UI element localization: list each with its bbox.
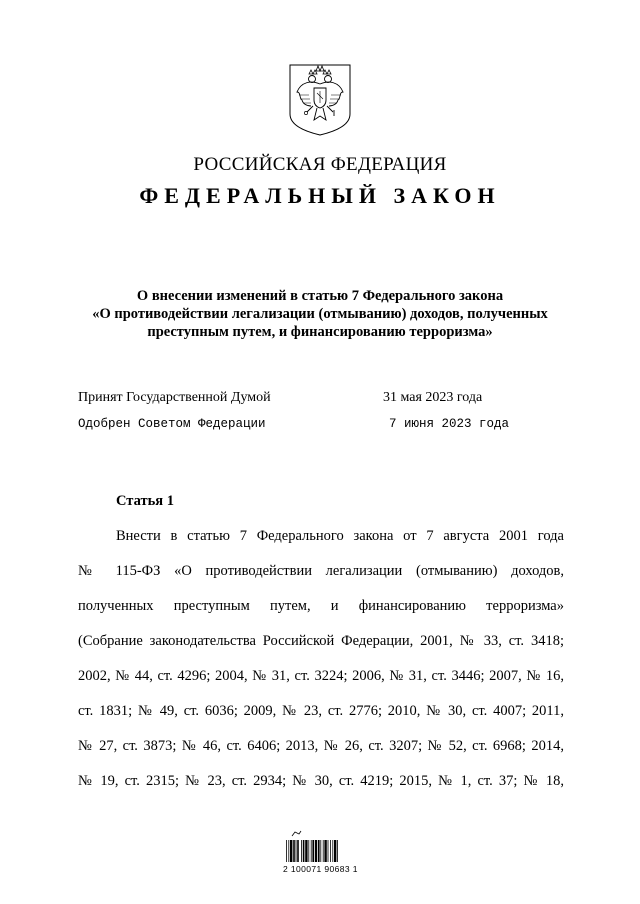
article-text-line: 2002, № 44, ст. 4296; 2004, № 31, ст. 3224; 2006, № 31, ст. 3446; 2007, № 16, [78, 668, 564, 684]
barcode-bar [286, 840, 287, 862]
article-text-line: Внести в статью 7 Федерального закона от 7 августа 2001 года [116, 528, 564, 544]
barcode-bar [312, 840, 314, 862]
barcode-bar [303, 840, 305, 862]
barcode-bar [337, 840, 338, 862]
article-heading: Статья 1 [116, 493, 174, 509]
article-text-line: № 115-ФЗ «О противодействии легализации (отмыванию) доходов, [78, 563, 564, 579]
duma-adoption-label: Принят Государственной Думой [78, 390, 271, 405]
barcode-bar [315, 840, 317, 862]
article-text-line: ст. 1831; № 49, ст. 6036; 2009, № 23, ст. 2776; 2010, № 30, ст. 4007; 2011, [78, 703, 564, 719]
state-emblem [287, 62, 353, 138]
barcode-bar [332, 840, 333, 862]
barcode [284, 828, 364, 888]
barcode-bar [320, 840, 321, 862]
barcode-bar [334, 840, 336, 862]
barcode-bar [318, 840, 320, 862]
barcode-bar [328, 840, 329, 862]
barcode-bar [297, 840, 299, 862]
barcode-number: 2 100071 90683 1 [283, 864, 358, 874]
barcode-bar [323, 840, 324, 862]
barcode-bar [330, 840, 331, 862]
barcode-bar [301, 840, 302, 862]
barcode-bar [290, 840, 292, 862]
article-text-line: № 27, ст. 3873; № 46, ст. 6406; 2013, № 26, ст. 3207; № 52, ст. 6968; 2014, [78, 738, 564, 754]
council-approval-date: 7 июня 2023 года [389, 417, 510, 431]
barcode-bar [305, 840, 307, 862]
subject-line: О внесении изменений в статью 7 Федерального закона [136, 288, 504, 304]
council-approval-label: Одобрен Советом Федерации [78, 417, 266, 431]
article-text-line: № 19, ст. 2315; № 23, ст. 2934; № 30, ст. 4219; 2015, № 1, ст. 37; № 18, [78, 773, 564, 789]
country-name: РОССИЙСКАЯ ФЕДЕРАЦИЯ [193, 154, 447, 175]
article-text-line: (Собрание законодательства Российской Федерации, 2001, № 33, ст. 3418; [78, 633, 564, 649]
barcode-bar [296, 840, 297, 862]
barcode-bar [288, 840, 289, 862]
barcode-bar [308, 840, 309, 862]
document-type-title: ФЕДЕРАЛЬНЫЙ ЗАКОН [139, 183, 501, 208]
barcode-bar [293, 840, 295, 862]
duma-adoption-date: 31 мая 2023 года [383, 390, 483, 405]
subject-line: преступным путем, и финансированию терроризма» [147, 324, 493, 340]
barcode-bar [311, 840, 312, 862]
subject-line: «О противодействии легализации (отмыванию) доходов, полученных [92, 306, 548, 322]
law-subject [70, 287, 570, 341]
barcode-bar [324, 840, 326, 862]
article-text-line: полученных преступным путем, и финансированию терроризма» [78, 598, 564, 614]
